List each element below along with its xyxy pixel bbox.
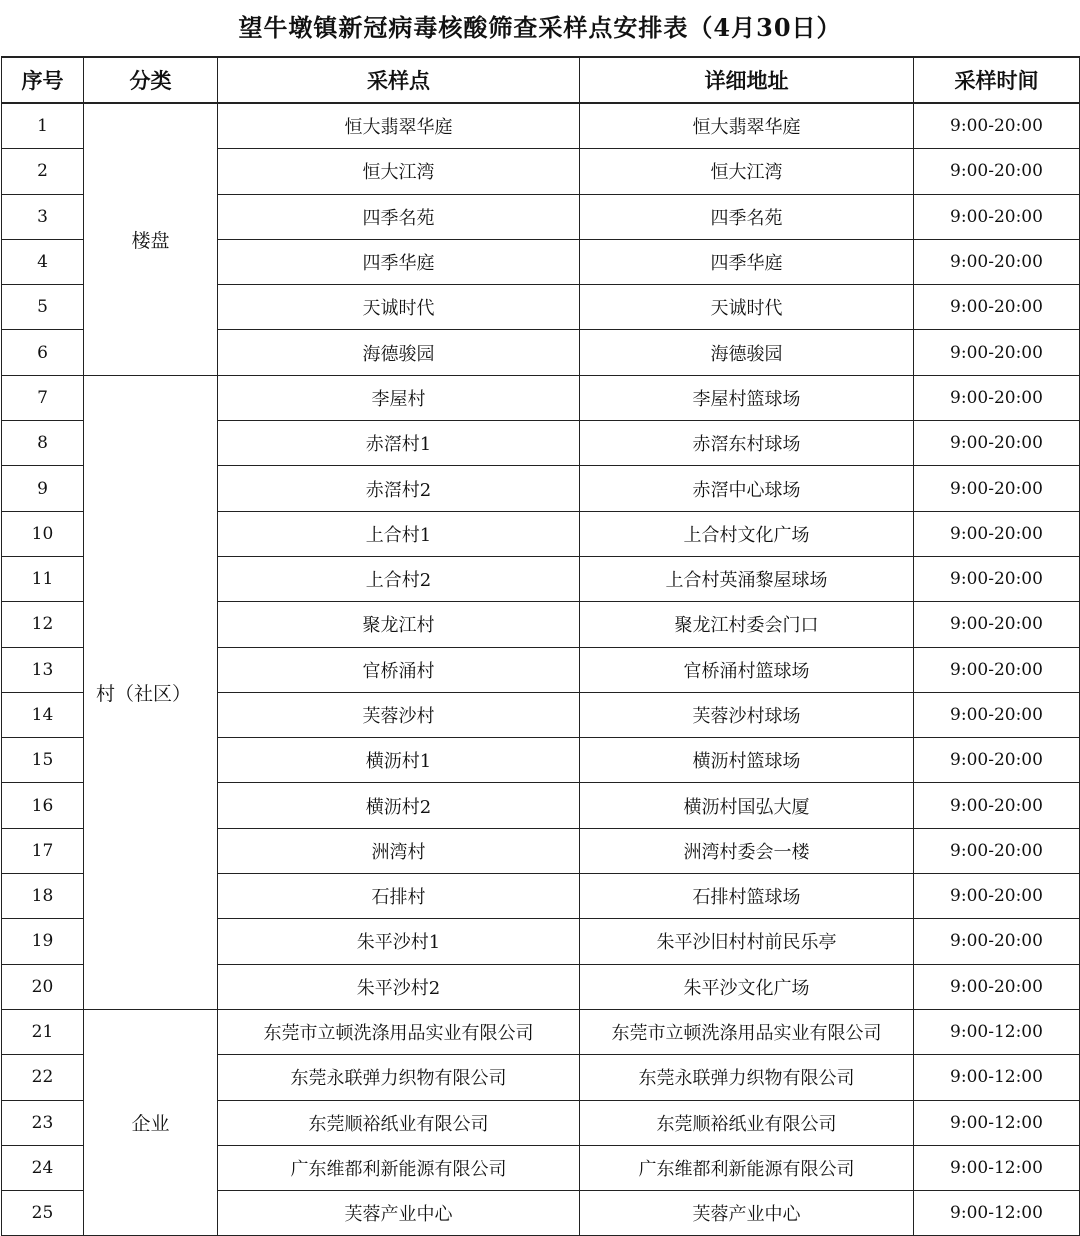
row-address: 上合村文化广场	[580, 511, 914, 556]
row-address: 朱平沙文化广场	[580, 964, 914, 1009]
row-seq: 16	[2, 783, 84, 828]
row-address: 朱平沙旧村村前民乐亭	[580, 919, 914, 964]
row-seq: 3	[2, 194, 84, 239]
row-seq: 7	[2, 375, 84, 420]
row-site: 朱平沙村2	[218, 964, 580, 1009]
row-site: 芙蓉沙村	[218, 692, 580, 737]
row-site: 东莞顺裕纸业有限公司	[218, 1100, 580, 1145]
row-time: 9:00-20:00	[914, 556, 1080, 601]
row-time: 9:00-12:00	[914, 1191, 1080, 1236]
row-seq: 13	[2, 647, 84, 692]
row-site: 官桥涌村	[218, 647, 580, 692]
row-seq: 21	[2, 1009, 84, 1054]
row-site: 赤滘村1	[218, 421, 580, 466]
table-header-row	[2, 57, 1080, 103]
row-seq: 9	[2, 466, 84, 511]
row-time: 9:00-20:00	[914, 330, 1080, 375]
row-seq: 15	[2, 738, 84, 783]
row-address: 东莞顺裕纸业有限公司	[580, 1100, 914, 1145]
row-time: 9:00-20:00	[914, 466, 1080, 511]
header-address: 详细地址	[580, 57, 914, 103]
row-address: 横沥村篮球场	[580, 738, 914, 783]
row-seq: 22	[2, 1055, 84, 1100]
row-site: 赤滘村2	[218, 466, 580, 511]
row-address: 洲湾村委会一楼	[580, 828, 914, 873]
row-site: 天诚时代	[218, 285, 580, 330]
row-seq: 20	[2, 964, 84, 1009]
row-time: 9:00-20:00	[914, 421, 1080, 466]
row-site: 芙蓉产业中心	[218, 1191, 580, 1236]
header-time: 采样时间	[914, 57, 1080, 103]
row-address: 四季名苑	[580, 194, 914, 239]
row-time: 9:00-20:00	[914, 964, 1080, 1009]
row-address: 广东维都利新能源有限公司	[580, 1145, 914, 1190]
table-row	[2, 1009, 1080, 1054]
row-address: 石排村篮球场	[580, 874, 914, 919]
row-seq: 5	[2, 285, 84, 330]
row-site: 广东维都利新能源有限公司	[218, 1145, 580, 1190]
row-address: 官桥涌村篮球场	[580, 647, 914, 692]
row-address: 聚龙江村委会门口	[580, 602, 914, 647]
row-time: 9:00-20:00	[914, 783, 1080, 828]
row-time: 9:00-20:00	[914, 919, 1080, 964]
row-seq: 6	[2, 330, 84, 375]
row-site: 四季华庭	[218, 239, 580, 284]
row-time: 9:00-20:00	[914, 239, 1080, 284]
row-seq: 4	[2, 239, 84, 284]
row-seq: 25	[2, 1191, 84, 1236]
row-address: 恒大江湾	[580, 149, 914, 194]
row-site: 洲湾村	[218, 828, 580, 873]
row-seq: 12	[2, 602, 84, 647]
row-address: 恒大翡翠华庭	[580, 103, 914, 149]
row-time: 9:00-20:00	[914, 738, 1080, 783]
sampling-table	[1, 56, 1080, 1236]
row-time: 9:00-20:00	[914, 602, 1080, 647]
row-time: 9:00-20:00	[914, 692, 1080, 737]
row-site: 李屋村	[218, 375, 580, 420]
row-seq: 10	[2, 511, 84, 556]
row-address: 天诚时代	[580, 285, 914, 330]
row-site: 东莞市立顿洗涤用品实业有限公司	[218, 1009, 580, 1054]
page-title: 望牛墩镇新冠病毒核酸筛查采样点安排表（4月30日）	[238, 13, 842, 42]
row-address: 芙蓉沙村球场	[580, 692, 914, 737]
header-seq: 序号	[2, 57, 84, 103]
row-time: 9:00-20:00	[914, 194, 1080, 239]
row-seq: 2	[2, 149, 84, 194]
header-category: 分类	[84, 57, 218, 103]
row-address: 芙蓉产业中心	[580, 1191, 914, 1236]
row-site: 聚龙江村	[218, 602, 580, 647]
row-seq: 17	[2, 828, 84, 873]
row-address: 东莞市立顿洗涤用品实业有限公司	[580, 1009, 914, 1054]
table-row	[2, 103, 1080, 149]
category-cell: 企业	[84, 1009, 218, 1235]
row-site: 横沥村2	[218, 783, 580, 828]
row-seq: 14	[2, 692, 84, 737]
row-site: 海德骏园	[218, 330, 580, 375]
row-time: 9:00-12:00	[914, 1100, 1080, 1145]
row-address: 四季华庭	[580, 239, 914, 284]
row-time: 9:00-20:00	[914, 285, 1080, 330]
row-site: 横沥村1	[218, 738, 580, 783]
row-time: 9:00-20:00	[914, 375, 1080, 420]
row-time: 9:00-20:00	[914, 874, 1080, 919]
row-seq: 24	[2, 1145, 84, 1190]
row-time: 9:00-20:00	[914, 828, 1080, 873]
category-cell: 村（社区）	[84, 375, 218, 1009]
row-address: 东莞永联弹力织物有限公司	[580, 1055, 914, 1100]
row-address: 横沥村国弘大厦	[580, 783, 914, 828]
row-site: 东莞永联弹力织物有限公司	[218, 1055, 580, 1100]
row-seq: 19	[2, 919, 84, 964]
row-site: 石排村	[218, 874, 580, 919]
row-address: 海德骏园	[580, 330, 914, 375]
row-time: 9:00-12:00	[914, 1055, 1080, 1100]
row-time: 9:00-20:00	[914, 103, 1080, 149]
row-time: 9:00-20:00	[914, 149, 1080, 194]
row-seq: 23	[2, 1100, 84, 1145]
row-time: 9:00-20:00	[914, 647, 1080, 692]
row-seq: 18	[2, 874, 84, 919]
row-site: 恒大江湾	[218, 149, 580, 194]
row-site: 朱平沙村1	[218, 919, 580, 964]
row-site: 上合村1	[218, 511, 580, 556]
table-row	[2, 375, 1080, 420]
row-time: 9:00-12:00	[914, 1145, 1080, 1190]
row-site: 恒大翡翠华庭	[218, 103, 580, 149]
row-site: 上合村2	[218, 556, 580, 601]
row-address: 李屋村篮球场	[580, 375, 914, 420]
row-time: 9:00-20:00	[914, 511, 1080, 556]
row-seq: 11	[2, 556, 84, 601]
table-body	[2, 103, 1080, 1236]
row-address: 赤滘中心球场	[580, 466, 914, 511]
category-cell: 楼盘	[84, 103, 218, 375]
row-site: 四季名苑	[218, 194, 580, 239]
row-seq: 1	[2, 103, 84, 149]
row-address: 上合村英涌黎屋球场	[580, 556, 914, 601]
row-address: 赤滘东村球场	[580, 421, 914, 466]
header-site: 采样点	[218, 57, 580, 103]
row-seq: 8	[2, 421, 84, 466]
row-time: 9:00-12:00	[914, 1009, 1080, 1054]
